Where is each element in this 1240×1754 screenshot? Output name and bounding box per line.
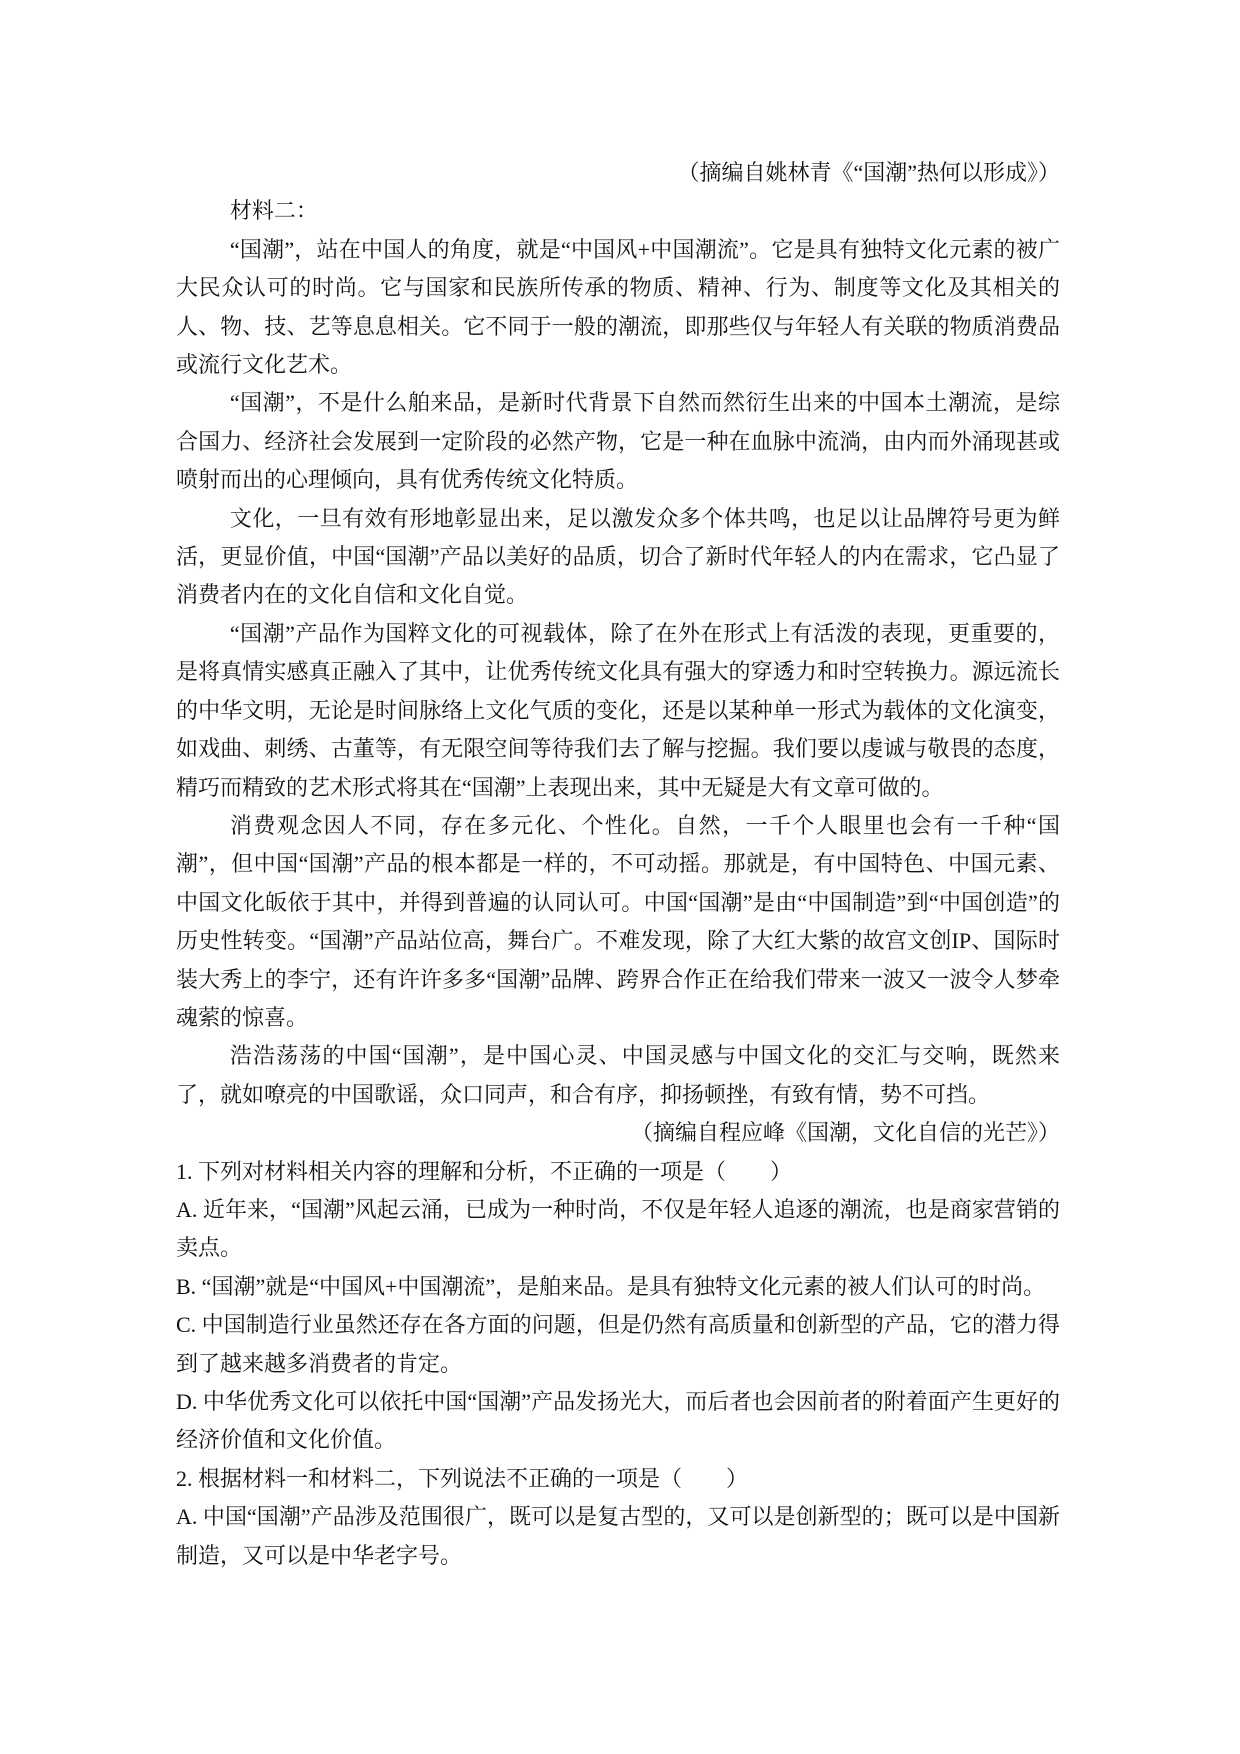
question-1-option-b: B. “国潮”就是“中国风+中国潮流”，是舶来品。是具有独特文化元素的被人们认可的时尚。 [176,1273,1046,1299]
material-two-paragraph-3: 文化，一旦有效有形地彰显出来，足以激发众多个体共鸣，也足以让品牌符号更为鲜活，更显价值，中国“国潮”产品以美好的品质，切合了新时代年轻人的内在需求，它凸显了消费者内在的文化自信和文化自觉。 [176,505,1060,608]
question-1-stem: 1. 下列对材料相关内容的理解和分析，不正确的一项是（ ） [176,1158,793,1184]
source-note-material-one: （摘编自姚林青《“国潮”热何以形成》） [677,160,1060,185]
material-two-label: 材料二： [229,198,318,224]
question-2-option-a: A. 中国“国潮”产品涉及范围很广，既可以是复古型的，又可以是创新型的；既可以是中国新制造，又可以是中华老字号。 [176,1504,1060,1568]
material-two-paragraph-4: “国潮”产品作为国粹文化的可视载体，除了在外在形式上有活泼的表现，更重要的，是将真情实感真正融入了其中，让优秀传统文化具有强大的穿透力和时空转换力。源远流长的中华文明，无论是时间脉络上文化气质的变化，还是以某种单一形式为载体的文化演变，如戏曲、刺绣、古董等，有无限空间等待我们去了解与挖掘。我们要以虔诚与敬畏的态度，精巧而精致的艺术形式将其在“国潮”上表现出来，其中无疑是大有文章可做的。 [176,620,1060,800]
question-1-option-a: A. 近年来，“国潮”风起云涌，已成为一种时尚，不仅是年轻人追逐的潮流，也是商家营销的卖点。 [176,1196,1060,1261]
material-two-paragraph-1: “国潮”，站在中国人的角度，就是“中国风+中国潮流”。它是具有独特文化元素的被广大民众认可的时尚。它与国家和民族所传承的物质、精神、行为、制度等文化及其相关的人、物、技、艺等息息相关。它不同于一般的潮流，即那些仅与年轻人有关联的物质消费品或流行文化艺术。 [176,236,1060,378]
question-1-option-d: D. 中华优秀文化可以依托中国“国潮”产品发扬光大，而后者也会因前者的附着面产生更好的经济价值和文化价值。 [176,1389,1060,1453]
source-note-material-two: （摘编自程应峰《国潮，文化自信的光芒》） [630,1120,1060,1146]
question-2-stem: 2. 根据材料一和材料二，下列说法不正确的一项是（ ） [176,1465,749,1491]
material-two-paragraph-2: “国潮”，不是什么舶来品，是新时代背景下自然而然衍生出来的中国本土潮流，是综合国力、经济社会发展到一定阶段的必然产物，它是一种在血脉中流淌，由内而外涌现甚或喷射而出的心理倾向，具有优秀传统文化特质。 [176,390,1060,493]
material-two-paragraph-5: 消费观念因人不同，存在多元化、个性化。自然，一千个人眼里也会有一千种“国潮”，但中国“国潮”产品的根本都是一样的，不可动摇。那就是，有中国特色、中国元素、中国文化皈依于其中，并得到普遍的认同认可。中国“国潮”是由“中国制造”到“中国创造”的历史性转变。“国潮”产品站位高，舞台广。不难发现，除了大红大紫的故宫文创IP、国际时装大秀上的李宁，还有许许多多“国潮”品牌、跨界合作正在给我们带来一波又一波令人梦牵魂萦的惊喜。 [176,812,1060,1030]
question-1-option-c: C. 中国制造行业虽然还存在各方面的问题，但是仍然有高质量和创新型的产品，它的潜力得到了越来越多消费者的肯定。 [176,1312,1060,1376]
material-two-paragraph-6: 浩浩荡荡的中国“国潮”，是中国心灵、中国灵感与中国文化的交汇与交响，既然来了，就如嘹亮的中国歌谣，众口同声，和合有序，抑扬顿挫，有致有情，势不可挡。 [176,1043,1060,1107]
